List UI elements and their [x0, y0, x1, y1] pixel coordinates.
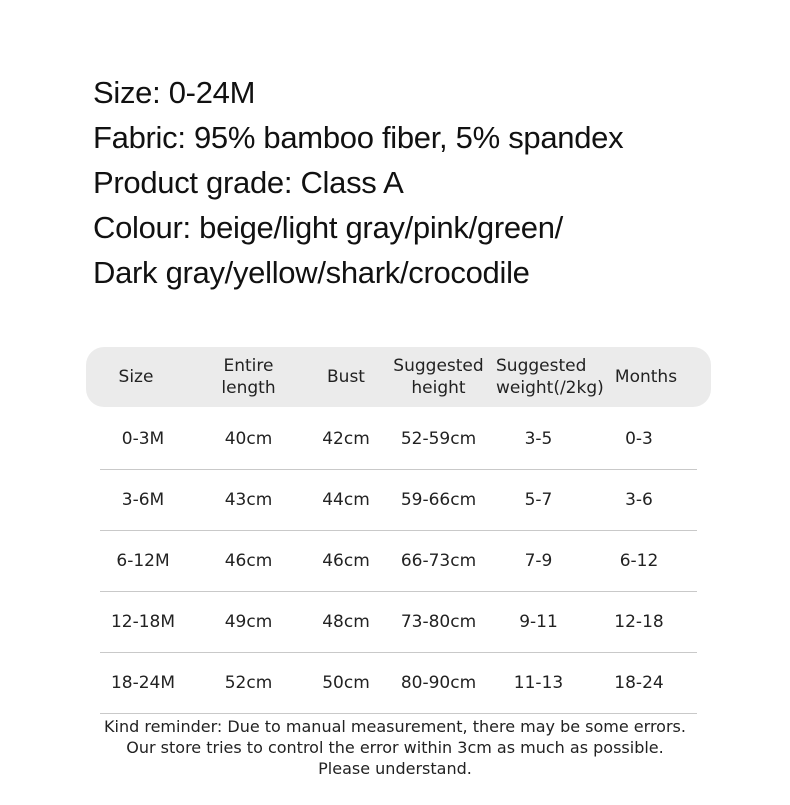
cell-months: 3-6	[625, 490, 653, 510]
cell-bust: 42cm	[322, 429, 370, 449]
cell-months: 12-18	[614, 612, 664, 632]
header-suggested-height-line1: Suggested	[393, 356, 484, 376]
cell-size: 18-24M	[110, 673, 176, 693]
cell-weight: 9-11	[519, 612, 558, 632]
header-size-text: Size	[118, 367, 154, 387]
cell-entire-length: 40cm	[224, 429, 273, 449]
table-row	[100, 592, 697, 653]
header-entire-length	[186, 355, 311, 399]
spec-size: Size: 0-24M	[93, 75, 256, 110]
cell-entire-length: 46cm	[224, 551, 273, 571]
header-bust-text: Bust	[327, 367, 365, 387]
cell-weight: 3-5	[524, 429, 553, 449]
cell-weight: 7-9	[524, 551, 553, 571]
measurement-reminder	[0, 716, 790, 779]
table-body	[86, 409, 711, 714]
cell-bust: 48cm	[322, 612, 370, 632]
header-suggested-height	[381, 355, 496, 399]
header-suggested-height-line2: height	[411, 378, 466, 398]
header-months	[581, 366, 711, 388]
table-row	[100, 470, 697, 531]
cell-months: 18-24	[614, 673, 664, 693]
reminder-line-1: Kind reminder: Due to manual measurement, there may be some errors.	[104, 717, 686, 736]
table-row	[100, 531, 697, 592]
cell-entire-length: 49cm	[224, 612, 273, 632]
cell-months: 0-3	[625, 429, 653, 449]
spec-grade: Product grade: Class A	[93, 165, 404, 200]
cell-height: 52-59cm	[400, 429, 477, 449]
table-header	[86, 347, 711, 407]
header-size	[86, 366, 186, 388]
cell-bust: 44cm	[322, 490, 370, 510]
cell-height: 73-80cm	[400, 612, 477, 632]
reminder-line-2: Our store tries to control the error within 3cm as much as possible.	[126, 738, 664, 757]
cell-size: 12-18M	[110, 612, 176, 632]
spec-colour-line-1: Colour: beige/light gray/pink/green/	[93, 210, 563, 245]
header-suggested-weight-line2: weight(/2kg)	[496, 378, 604, 398]
header-suggested-weight	[496, 355, 604, 399]
cell-size: 0-3M	[121, 429, 165, 449]
header-suggested-weight-line1: Suggested	[496, 356, 587, 376]
cell-size: 3-6M	[121, 490, 165, 510]
size-chart-table	[86, 347, 711, 714]
header-months-text: Months	[614, 367, 678, 387]
cell-entire-length: 43cm	[224, 490, 273, 510]
cell-weight: 5-7	[524, 490, 553, 510]
spec-colour-line-2: Dark gray/yellow/shark/crocodile	[93, 255, 530, 290]
table-row	[100, 653, 697, 714]
cell-entire-length: 52cm	[224, 673, 273, 693]
table-row	[100, 409, 697, 470]
header-entire-length-line2: length	[221, 378, 276, 398]
cell-height: 80-90cm	[400, 673, 477, 693]
header-bust	[311, 366, 381, 388]
product-specs	[93, 70, 623, 295]
cell-bust: 50cm	[322, 673, 370, 693]
cell-height: 59-66cm	[400, 490, 477, 510]
cell-height: 66-73cm	[400, 551, 477, 571]
cell-size: 6-12M	[116, 551, 170, 571]
reminder-line-3: Please understand.	[318, 759, 472, 778]
cell-bust: 46cm	[322, 551, 370, 571]
cell-weight: 11-13	[513, 673, 564, 693]
header-entire-length-line1: Entire	[223, 356, 274, 376]
spec-fabric: Fabric: 95% bamboo fiber, 5% spandex	[93, 120, 624, 155]
cell-months: 6-12	[619, 551, 659, 571]
